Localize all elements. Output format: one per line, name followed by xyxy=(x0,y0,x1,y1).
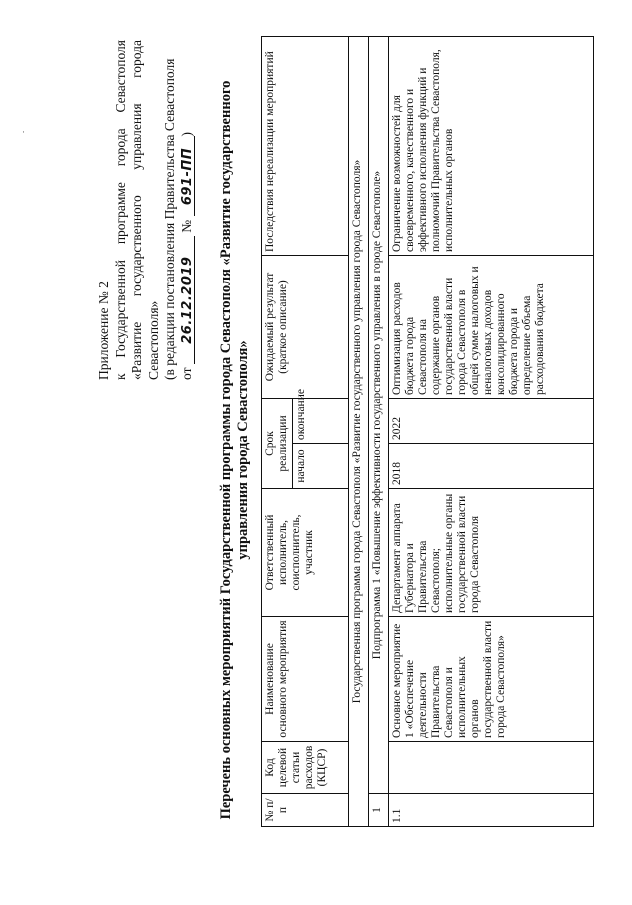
header-num: № п/п xyxy=(262,794,349,827)
table-row xyxy=(389,37,594,827)
row-num: 1.1 xyxy=(389,794,594,827)
header-name: Наименование основного мероприятия xyxy=(262,617,349,742)
subprogram-title: Подпрограмма 1 «Повышение эффективности государственного управления в городе Севастополе» xyxy=(369,37,389,794)
row-result: Оптимизация расходов бюджета города Севастополя на содержание органов государственной власти города Севастополя в общей сумме налоговых и неналоговых доходов консолидированного бюджета города и определение объема расходования бюджета xyxy=(389,256,594,399)
header-kcsr: Код целевой статьи расходов (КЦСР) xyxy=(262,742,349,794)
header-start: начало xyxy=(293,444,349,489)
row-responsible: Департамент аппарата Губернатора и Правительства Севастополя; исполнительные органы государственной власти города Севастополя xyxy=(389,489,594,617)
annex-line-5: (в редакции постановления Правительства Севастополя xyxy=(162,58,177,380)
row-consequences: Ограничение возможностей для своевременного, качественного и эффективного исполнения функций и полномочий Правительства Севастополя, исполнительных органов xyxy=(389,37,594,256)
annex-date-line xyxy=(179,40,196,380)
number-suffix: ) xyxy=(178,132,194,137)
subprogram-num: 1 xyxy=(369,794,389,827)
row-name: Основное мероприятие 1 «Обеспечение деятельности Правительства Севастополя и исполнительных органов государственной власти города Севастополя» xyxy=(389,617,594,742)
subprogram-row xyxy=(369,37,389,827)
row-start: 2018 xyxy=(389,444,594,489)
annex-line-1: Приложение № 2 xyxy=(96,281,111,380)
date-field xyxy=(179,236,195,364)
header-end: окончание xyxy=(293,399,349,444)
header-responsible: Ответственный исполнитель, соисполнитель, участник xyxy=(262,489,349,617)
title-line-1: Перечень основных мероприятий Государственной программы города Севастополя «Развитие государственного xyxy=(218,80,234,820)
header-result: Ожидаемый результат (краткое описание) xyxy=(262,256,349,399)
annex-line-3: «Развитие государственного управления города xyxy=(129,40,144,380)
annex-line-4: Севастополя» xyxy=(145,300,161,380)
header-period: Срок реализации xyxy=(262,399,293,489)
annex-line-2: к Государственной программе города Севастополя xyxy=(112,40,128,380)
header-row xyxy=(262,37,293,827)
row-end: 2022 xyxy=(389,399,594,444)
date-prefix: от xyxy=(178,367,194,380)
row-kcsr xyxy=(389,742,594,794)
handwritten-number: 691-ПП xyxy=(180,147,195,206)
program-title: Государственная программа города Севастополя «Развитие государственного управления города Севастополя» xyxy=(349,37,369,827)
number-prefix: № xyxy=(178,219,194,233)
program-row xyxy=(349,37,369,827)
annex-block xyxy=(96,40,195,380)
header-consequences: Последствия нереализации мероприятий xyxy=(262,37,349,256)
handwritten-date: 26.12.2019 xyxy=(180,256,195,344)
measures-table xyxy=(261,36,594,827)
title-line-2: управления города Севастополя» xyxy=(235,340,251,560)
margin-dot: · xyxy=(22,127,25,137)
number-field xyxy=(179,137,195,217)
document-title xyxy=(218,55,252,845)
